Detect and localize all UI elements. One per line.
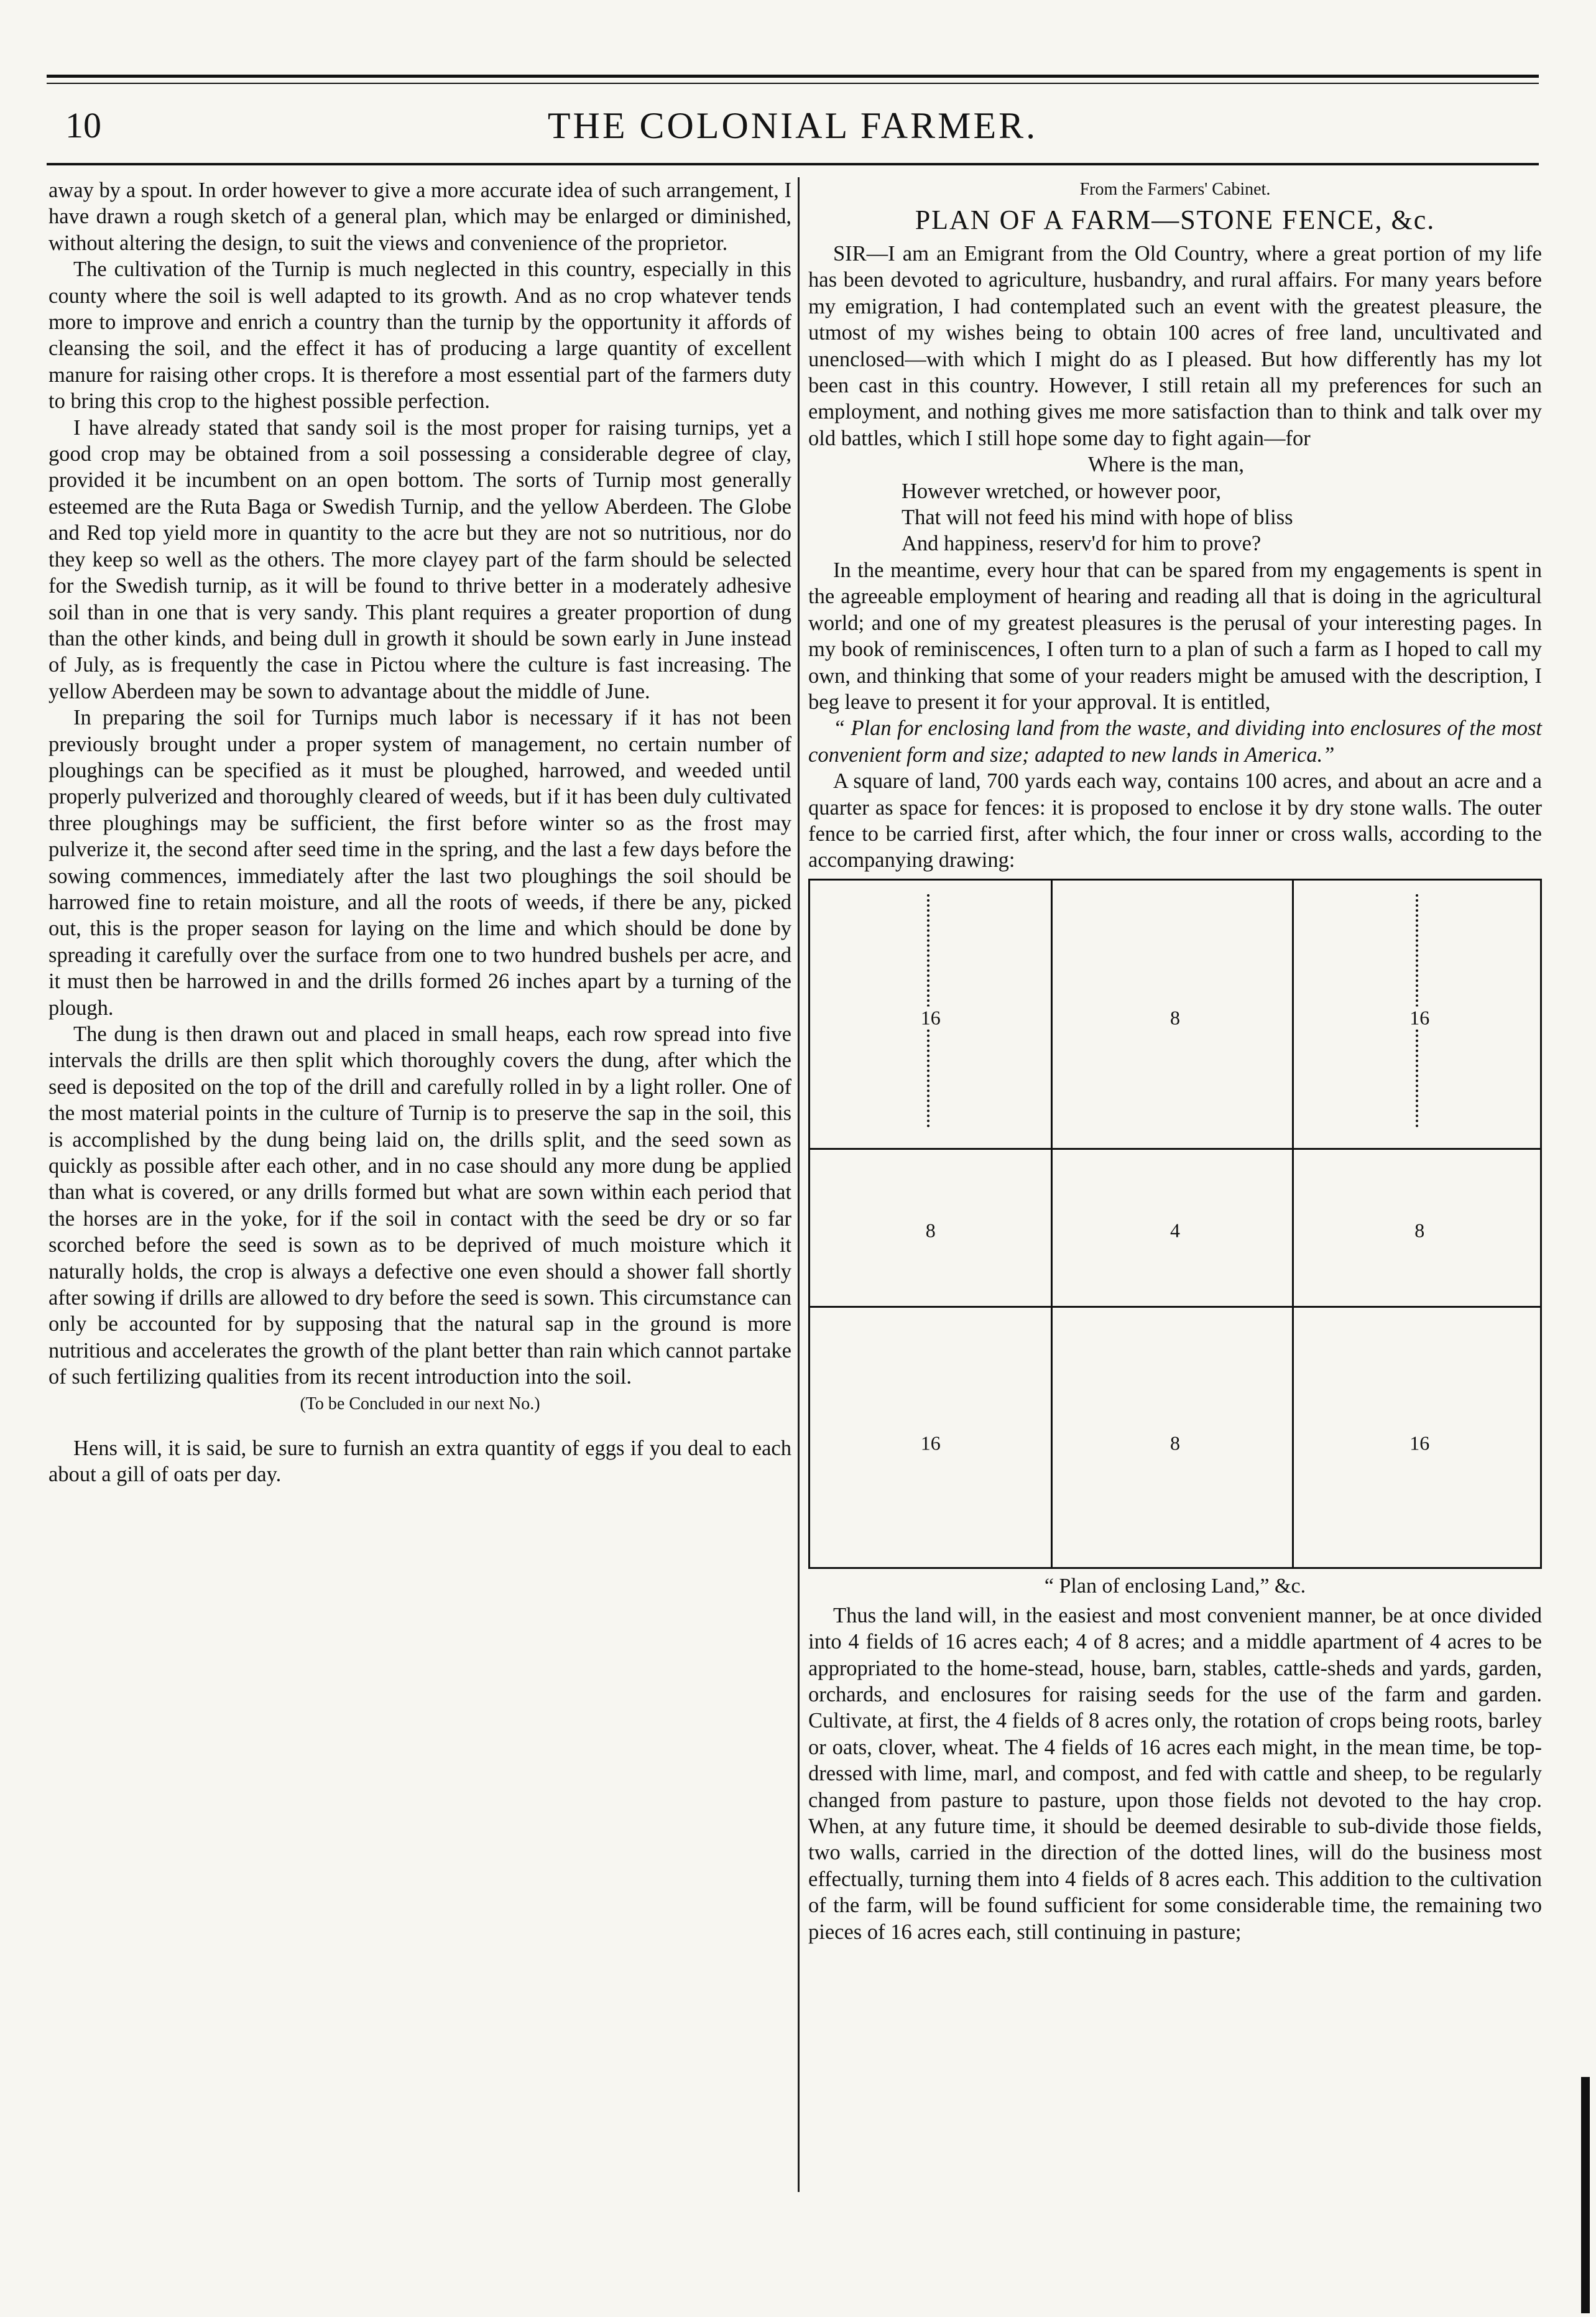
article-paragraph: A square of land, 700 yards each way, contains 100 acres, and about an acre and a quarter as space for fences: it is proposed to enclose it by dry stone walls. The outer fence to be carried first, after which, the four inner or cross walls, according to the accompanying drawing:	[808, 769, 1542, 872]
plan-label: 4	[1170, 1219, 1180, 1242]
article-source: From the Farmers' Cabinet.	[1079, 180, 1271, 199]
article-title: PLAN OF A FARM—STONE FENCE, &c.	[915, 205, 1436, 235]
page-number: 10	[65, 105, 101, 146]
continued-note: (To be Concluded in our next No.)	[300, 1394, 540, 1413]
verse-line: Where is the man,	[1088, 453, 1244, 477]
plan-label: 8	[925, 1219, 936, 1242]
left-paragraph: In preparing the soil for Turnips much labor is necessary if it has not been previously brought under a proper system of management, no certain number of ploughings can be specified as it must be ploughed, harrowed, and weeded until properly pulverized and thoroughly cleared of weeds, but if it has been duly cultivated three ploughings may be sufficient, the first before winter so as the frost may pulverize it, the second after seed time in the spring, and the last a few days before the sowing commences, immediately after the last two ploughings the soil should be harrowed fine to retain moisture, and all the roots of weeds, if there be any, picked out, this is the proper season for laying on the lime and which should be done by spreading it carefully over the surface from one to two hundred bushels per acre, and it must then be harrowed in and the drills formed 26 inches apart by a turning of the plough.	[48, 706, 791, 1020]
top-rule-thick	[47, 75, 1539, 78]
left-paragraph: The cultivation of the Turnip is much neglected in this country, especially in this county where the soil is well adapted to its growth. And as no crop whatever tends more to improve and enrich a country than the turnip by the opportunity it affords of cleansing the soil, and the effect it has of producing a large quantity of excellent manure for raising other crops. It is therefore a most essential part of the farmers duty to bring this crop to the highest possible perfection.	[48, 257, 791, 414]
article-paragraph: In the meantime, every hour that can be spared from my engagements is spent in the agreeable employment of hearing and reading all that is doing in the agricultural world; and one of my greatest pleasures is the perusal of your interesting pages. In my book of reminiscences, I often turn to a plan of such a farm as I hoped to call my own, and thinking that some of your readers might be amused with the description, I beg leave to present it for your approval. It is entitled,	[808, 558, 1542, 714]
left-paragraph: away by a spout. In order however to give a more accurate idea of such arrangement, I have drawn a rough sketch of a general plan, which may be enlarged or diminished, without altering the design, to suit the views and convenience of the proprietor.	[48, 178, 791, 255]
plan-label: 16	[920, 1431, 941, 1454]
plan-quote: “ Plan for enclosing land from the waste, and dividing into enclosures of the most convenient form and size; adapted to new lands in America.”	[808, 716, 1542, 767]
plan-label: 8	[1170, 1006, 1180, 1029]
top-rule-thin	[47, 83, 1539, 84]
page-header	[47, 104, 1539, 154]
farm-plan-diagram	[808, 879, 1542, 1569]
plan-label: 16	[918, 1006, 943, 1029]
column-divider	[798, 177, 800, 2192]
header-rule	[47, 163, 1539, 165]
plan-label: 8	[1414, 1219, 1425, 1242]
verse-block	[808, 451, 1542, 557]
publication-title: THE COLONIAL FARMER.	[547, 105, 1038, 146]
left-column	[48, 177, 791, 1488]
plan-vertical-wall	[1292, 881, 1294, 1567]
verse-line: However wretched, or however poor,	[902, 479, 1221, 503]
plan-label: 8	[1170, 1431, 1180, 1454]
page-edge-mark	[1581, 2077, 1590, 2313]
plan-caption: “ Plan of enclosing Land,” &c.	[1044, 1574, 1306, 1598]
article-intro: SIR—I am an Emigrant from the Old Country, where a great portion of my life has been devoted to agriculture, husbandry, and rural affairs. For many years before my emigration, I had contemplated such an event with the greatest pleasure, the utmost of my wishes being to obtain 100 acres of free land, uncultivated and unenclosed—with which I might do as I pleased. But how differently has my lot been cast in this country. However, I still retain all my preferences for such an employment, and nothing gives me more satisfaction than to think and talk over my old battles, which I still hope some day to fight again—for	[808, 242, 1542, 450]
article-paragraph: Thus the land will, in the easiest and most convenient manner, be at once divided into 4 fields of 16 acres each; 4 of 8 acres; and a middle apartment of 4 acres to be appropriated to the home-stead, house, barn, stables, cattle-sheds and yards, garden, orchards, and enclosures for raising seeds for the use of the farm and garden. Cultivate, at first, the 4 fields of 8 acres only, the rotation of crops being roots, barley or oats, clover, wheat. The 4 fields of 16 acres each might, in the mean time, be top-dressed with lime, marl, and compost, and fed with cattle and sheep, to be regularly changed from pasture to pasture, upon those fields not devoted to the hay crop. When, at any future time, it should be deemed desirable to sub-divide those fields, two walls, carried in the direction of the dotted lines, will do the business most effectually, turning them into 4 fields of 8 acres each. This addition to the cultivation of the farm, will be found sufficient for some considerable time, the remaining two pieces of 16 acres each, still continuing in pasture;	[808, 1603, 1542, 1944]
plan-horizontal-wall	[810, 1148, 1540, 1150]
plan-label: 16	[1409, 1431, 1430, 1454]
left-paragraph: I have already stated that sandy soil is the most proper for raising turnips, yet a good crop may be obtained from a soil possessing a considerable degree of clay, provided it be incumbent on an open bottom. The sorts of Turnip most generally esteemed are the Ruta Baga or Swedish Turnip, and the yellow Aberdeen. The Globe and Red top yield more in quantity to the acre but they are not so nutritious, nor do they keep so well as the others. The more clayey part of the farm should be selected for the Swedish turnip, as it will be found to thrive better in a moderately adhesive soil than in one that is very sandy. This plant requires a greater proportion of dung than the other kinds, and being dull in growth it should be sown early in June instead of July, as is frequently the case in Pictou where the culture is fast increasing. The yellow Aberdeen may be sown to advantage about the middle of June.	[48, 415, 791, 703]
verse-line: And happiness, reserv'd for him to prove?	[902, 532, 1262, 556]
plan-horizontal-wall	[810, 1306, 1540, 1308]
hens-note: Hens will, it is said, be sure to furnish an extra quantity of eggs if you deal to each about a gill of oats per day.	[48, 1436, 791, 1487]
plan-vertical-wall	[1051, 881, 1053, 1567]
right-column	[808, 177, 1542, 1945]
plan-label: 16	[1407, 1006, 1432, 1029]
verse-line: That will not feed his mind with hope of bliss	[902, 506, 1293, 530]
left-paragraph: The dung is then drawn out and placed in small heaps, each row spread into five intervals the drills are then split which thoroughly covers the dung, after which the seed is deposited on the top of the drill and carefully rolled in by a light roller. One of the most material points in the culture of Turnip is to preserve the sap in the soil, this is accomplished by the dung being laid on, the drills split, and the seed sown as quickly as possible after each other, and in no case should any more dung be applied than what is covered, or any drills formed but what are sown within each period that the horses are in the yoke, for if the soil in contact with the seed be dry or so far scorched before the seed is sown as to be deprived of much moisture which it naturally holds, the crop is always a defective one even should a shower fall shortly after sowing if drills are allowed to dry before the seed is sown. This circumstance can only be accounted for by supposing that the natural sap in the ground is more nutritious and accelerates the growth of the plant better than rain which cannot partake of such fertilizing qualities from its recent introduction into the soil.	[48, 1022, 791, 1389]
